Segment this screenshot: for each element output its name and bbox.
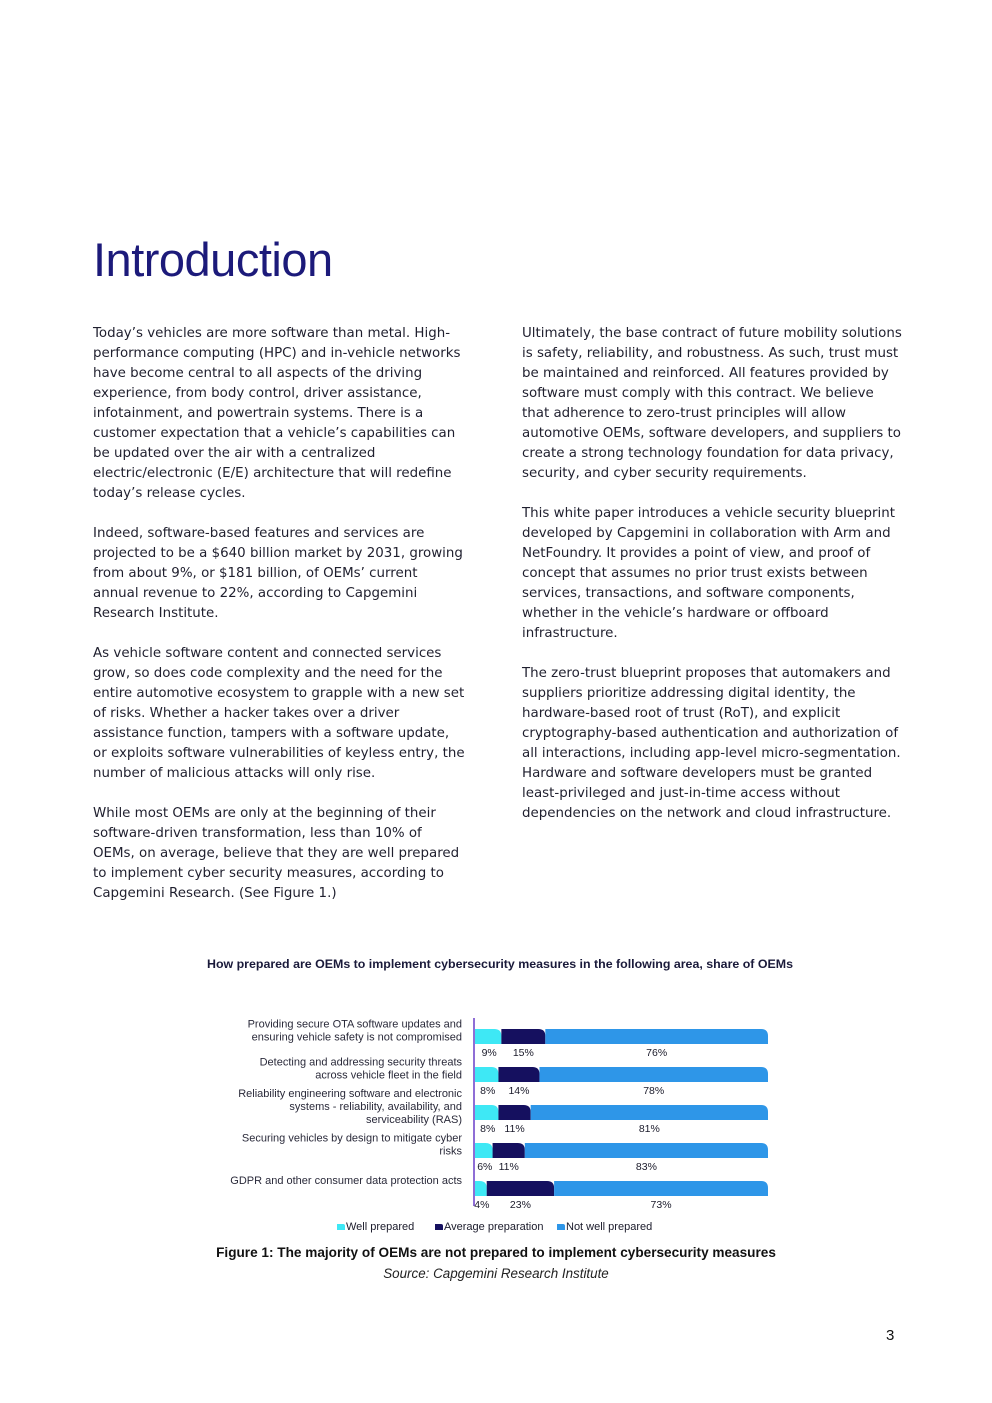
legend-item: [337, 1221, 414, 1233]
data-label: 11%: [504, 1123, 525, 1135]
category-label: across vehicle fleet in the field: [315, 1069, 462, 1082]
data-label: 9%: [481, 1047, 497, 1059]
paragraph: Ultimately, the base contract of future mobility solutions is safety, reliability, and robustness. As such, trust must be maintained and reinforced. All features provided by software must comply with this contract. We believe that adherence to zero-trust principles will allow automotive OEMs, software developers, and suppliers to create a strong technology foundation for data privacy, security, and cyber security requirements.: [522, 326, 902, 481]
data-label: 8%: [480, 1123, 496, 1135]
chart-title: How prepared are OEMs to implement cybersecurity measures in the following area, share of OEMs: [207, 957, 793, 971]
bar-segment: [475, 1029, 501, 1044]
legend-item: [435, 1221, 543, 1233]
data-label: 73%: [650, 1199, 672, 1211]
bar-segment: [501, 1029, 545, 1044]
bar-segment: [531, 1105, 768, 1120]
category-label: GDPR and other consumer data protection acts: [230, 1175, 462, 1187]
data-label: 23%: [509, 1199, 531, 1211]
bar-segment: [475, 1143, 493, 1158]
data-label: 76%: [646, 1047, 668, 1059]
paragraph: Today’s vehicles are more software than metal. High-performance computing (HPC) and in-vehicle networks have become central to all aspects of the driving experience, from body control, driver assistance, infotainment, and powertrain systems. There is a customer expectation that a vehicle’s capabilities can be updated over the air with a centralized electric/electronic (E/E) architecture that will redefine today’s release cycles.: [93, 326, 461, 501]
page-number: 3: [886, 1327, 895, 1344]
category-label: systems - reliability, availability, and: [289, 1101, 462, 1113]
bar-segment: [487, 1181, 554, 1196]
data-label: 4%: [474, 1199, 490, 1211]
data-label: 6%: [477, 1161, 493, 1173]
bar-segment: [475, 1067, 498, 1082]
category-label: serviceability (RAS): [366, 1114, 462, 1126]
legend-swatch: [557, 1224, 565, 1230]
category-label: Providing secure OTA software updates and: [247, 1018, 462, 1031]
legend-label: Well prepared: [346, 1221, 415, 1233]
paragraph: While most OEMs are only at the beginning of their software-driven transformation, less than 10% of OEMs, on average, believe that they are well prepared to implement cyber security measures, according to Capgemini Research. (See Figure 1.): [93, 806, 460, 901]
legend-label: Not well prepared: [566, 1221, 653, 1233]
category-label: ensuring vehicle safety is not compromised: [251, 1031, 462, 1044]
bar-segment: [545, 1029, 768, 1044]
legend-item: [557, 1221, 652, 1233]
figure-caption: Figure 1: The majority of OEMs are not prepared to implement cybersecurity measures: [216, 1245, 776, 1260]
category-label: Reliability engineering software and electronic: [238, 1088, 462, 1100]
bar-segment: [498, 1067, 539, 1082]
bar-segment: [475, 1181, 487, 1196]
bar-segment: [493, 1143, 525, 1158]
paragraph: As vehicle software content and connected services grow, so does code complexity and the need for the entire automotive ecosystem to grapple with a new set of risks. Whether a hacker takes over a driver assistance function, tampers with a software update, or exploits software vulnerabilities of keyless entry, the number of malicious attacks will only rise.: [93, 646, 465, 781]
legend-swatch: [435, 1224, 443, 1230]
data-label: 81%: [638, 1123, 660, 1135]
data-label: 11%: [498, 1161, 519, 1173]
paragraph: Indeed, software-based features and services are projected to be a $640 billion market by 2031, growing from about 9%, or $181 billion, of OEMs’ current annual revenue to 22%, according to Capgemini Research Institute.: [93, 526, 463, 621]
data-label: 83%: [635, 1161, 657, 1173]
data-label: 8%: [480, 1085, 496, 1097]
category-label: Securing vehicles by design to mitigate cyber: [241, 1132, 462, 1145]
data-label: 15%: [512, 1047, 534, 1059]
bar-segment: [539, 1067, 768, 1082]
page-title: Introduction: [93, 233, 333, 286]
bar-segment: [525, 1143, 768, 1158]
category-label: risks: [439, 1145, 462, 1158]
category-label: Detecting and addressing security threats: [259, 1056, 462, 1069]
left-column: [93, 324, 465, 924]
legend-swatch: [337, 1224, 345, 1230]
paragraph: This white paper introduces a vehicle security blueprint developed by Capgemini in collaboration with Arm and NetFoundry. It provides a point of view, and proof of concept that assumes no prior trust exists between services, transactions, and software components, whether in the vehicle’s hardware or offboard infrastructure.: [522, 506, 895, 641]
legend-label: Average preparation: [444, 1221, 544, 1233]
chart-svg: [200, 956, 800, 1246]
figure-source: Source: Capgemini Research Institute: [383, 1266, 609, 1281]
bar-segment: [475, 1105, 498, 1120]
bar-segment: [498, 1105, 530, 1120]
data-label: 78%: [643, 1085, 665, 1097]
data-label: 14%: [508, 1085, 530, 1097]
paragraph: The zero-trust blueprint proposes that automakers and suppliers prioritize addressing digital identity, the hardware-based root of trust (RoT), and explicit cryptography-based authentication and authorization of all interactions, including app-level micro-segmentation. Hardware and software developers must be granted least-privileged and just-in-time access without dependencies on the network and cloud infrastructure.: [522, 666, 901, 821]
chart: [200, 956, 800, 1246]
right-column: [522, 324, 902, 844]
bar-segment: [554, 1181, 768, 1196]
